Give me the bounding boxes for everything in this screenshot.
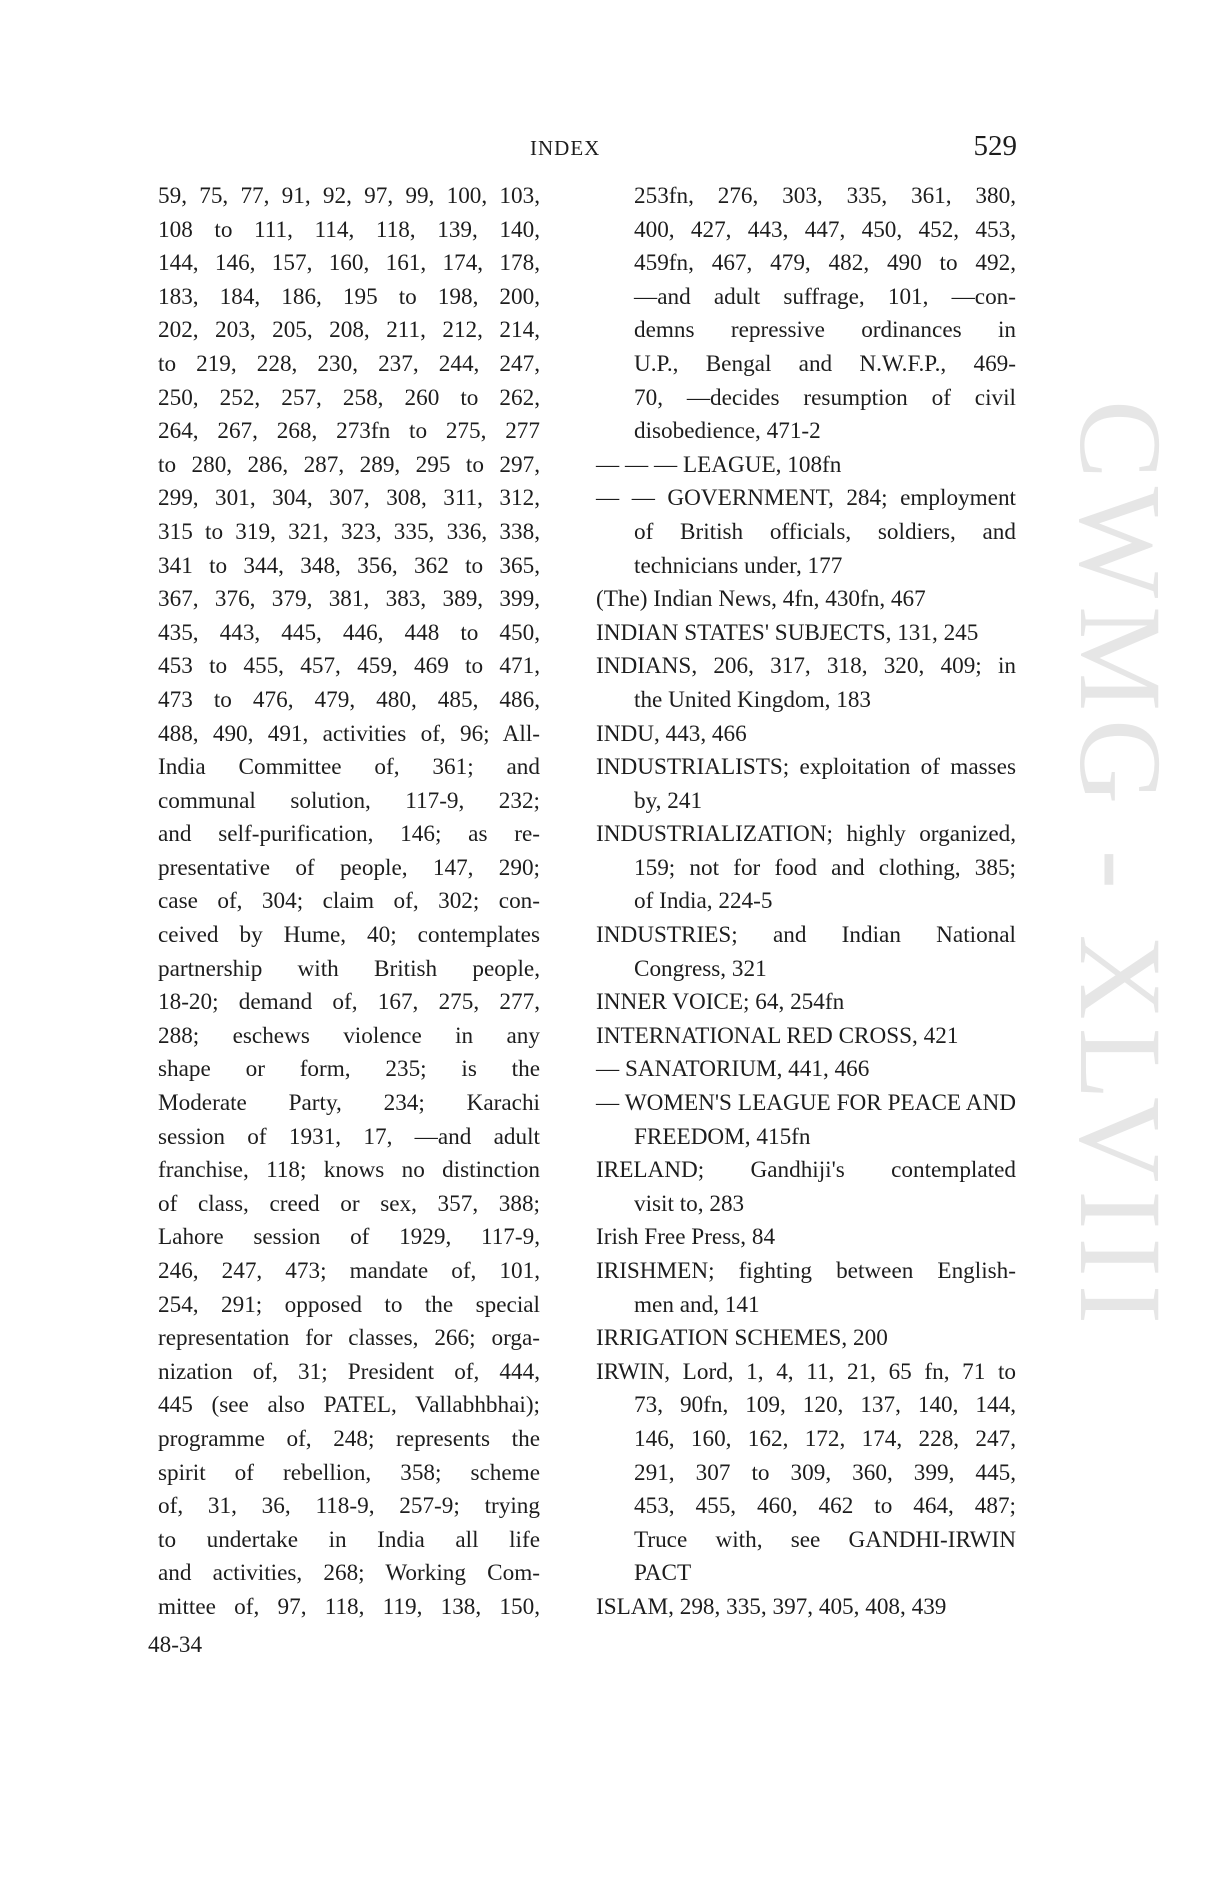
index-line: 264, 267, 268, 273fn to 275, 277 xyxy=(158,418,540,445)
index-entry-heading: IRRIGATION SCHEMES, 200 xyxy=(596,1325,888,1352)
index-line: ceived by Hume, 40; contemplates xyxy=(158,922,540,949)
watermark: CWMG - XLVIII xyxy=(1055,400,1186,1333)
index-line: Truce with, see GANDHI-IRWIN xyxy=(634,1526,1016,1553)
index-line: nization of, 31; President of, 444, xyxy=(158,1358,540,1385)
index-entry-heading: INDUSTRIALIZATION; highly organized, xyxy=(596,821,1016,848)
index-line: 253fn, 276, 303, 335, 361, 380, xyxy=(634,183,1016,209)
index-line: representation for classes, 266; orga- xyxy=(158,1325,540,1352)
index-line: session of 1931, 17, —and adult xyxy=(158,1123,540,1150)
index-entry-heading: INDIAN STATES' SUBJECTS, 131, 245 xyxy=(596,619,979,646)
index-line: 183, 184, 186, 195 to 198, 200, xyxy=(158,283,540,310)
index-line: India Committee of, 361; and xyxy=(158,754,540,781)
index-line: partnership with British people, xyxy=(158,955,540,982)
index-line: visit to, 283 xyxy=(634,1190,745,1217)
index-line: 246, 247, 473; mandate of, 101, xyxy=(158,1258,540,1284)
index-line: to 280, 286, 287, 289, 295 to 297, xyxy=(158,451,540,478)
index-line: 400, 427, 443, 447, 450, 452, 453, xyxy=(634,216,1016,243)
index-line: FREEDOM, 415fn xyxy=(634,1123,811,1150)
index-entry-heading: INTERNATIONAL RED CROSS, 421 xyxy=(596,1022,959,1049)
index-line: 299, 301, 304, 307, 308, 311, 312, xyxy=(158,485,540,512)
index-line: 146, 160, 162, 172, 174, 228, 247, xyxy=(634,1425,1016,1452)
index-line: Moderate Party, 234; Karachi xyxy=(158,1090,540,1117)
index-line: 254, 291; opposed to the special xyxy=(158,1291,540,1318)
index-line: case of, 304; claim of, 302; con- xyxy=(158,888,540,915)
index-line: 367, 376, 379, 381, 383, 389, 399, xyxy=(158,586,540,613)
index-line: of, 31, 36, 118-9, 257-9; trying xyxy=(158,1493,540,1520)
index-entry-heading: — SANATORIUM, 441, 466 xyxy=(596,1056,870,1083)
index-line: 73, 90fn, 109, 120, 137, 140, 144, xyxy=(634,1392,1016,1419)
index-entry-heading: INDIANS, 206, 317, 318, 320, 409; in xyxy=(596,653,1016,680)
index-line: demns repressive ordinances in xyxy=(634,317,1016,344)
right-index-column xyxy=(596,180,1016,1625)
index-line: U.P., Bengal and N.W.F.P., 469- xyxy=(634,350,1016,377)
index-line: of British officials, soldiers, and xyxy=(634,518,1016,545)
index-line: 144, 146, 157, 160, 161, 174, 178, xyxy=(158,250,540,277)
index-line: by, 241 xyxy=(634,787,703,814)
index-line: shape or form, 235; is the xyxy=(158,1056,540,1083)
index-line: 288; eschews violence in any xyxy=(158,1022,540,1049)
index-line: 488, 490, 491, activities of, 96; All- xyxy=(158,720,540,747)
index-entry-heading: ISLAM, 298, 335, 397, 405, 408, 439 xyxy=(596,1593,947,1620)
index-line: spirit of rebellion, 358; scheme xyxy=(158,1459,540,1486)
index-line: and self-purification, 146; as re- xyxy=(158,821,540,848)
index-line: Lahore session of 1929, 117-9, xyxy=(158,1224,540,1251)
index-line: 473 to 476, 479, 480, 485, 486, xyxy=(158,686,540,713)
index-entry-heading: INDU, 443, 466 xyxy=(596,720,747,747)
index-entry-heading: IRISHMEN; fighting between English- xyxy=(596,1258,1016,1284)
index-line: 435, 443, 445, 446, 448 to 450, xyxy=(158,619,540,646)
index-line: 453, 455, 460, 462 to 464, 487; xyxy=(634,1493,1016,1520)
index-line: 108 to 111, 114, 118, 139, 140, xyxy=(158,216,540,243)
index-line: 18-20; demand of, 167, 275, 277, xyxy=(158,989,540,1016)
index-line: programme of, 248; represents the xyxy=(158,1425,540,1452)
index-line: men and, 141 xyxy=(634,1291,760,1318)
index-line: 459fn, 467, 479, 482, 490 to 492, xyxy=(634,250,1016,277)
index-line: disobedience, 471-2 xyxy=(634,418,821,445)
index-line: 250, 252, 257, 258, 260 to 262, xyxy=(158,384,540,411)
index-line: PACT xyxy=(634,1560,692,1587)
index-line: 70, —decides resumption of civil xyxy=(634,384,1016,411)
index-line: 291, 307 to 309, 360, 399, 445, xyxy=(634,1459,1016,1486)
left-index-column xyxy=(158,180,540,1625)
index-line: 445 (see also PATEL, Vallabhbhai); xyxy=(158,1392,540,1419)
index-entry-heading: Irish Free Press, 84 xyxy=(596,1224,776,1251)
index-line: 59, 75, 77, 91, 92, 97, 99, 100, 103, xyxy=(158,183,540,209)
index-line: of India, 224-5 xyxy=(634,888,773,915)
signature-mark: 48-34 xyxy=(148,1632,203,1658)
index-entry-heading: IRWIN, Lord, 1, 4, 11, 21, 65 fn, 71 to xyxy=(596,1358,1016,1385)
running-head: INDEX xyxy=(530,136,601,160)
index-line: mittee of, 97, 118, 119, 138, 150, xyxy=(158,1593,540,1620)
index-entry-heading: (The) Indian News, 4fn, 430fn, 467 xyxy=(596,586,926,613)
index-line: and activities, 268; Working Com- xyxy=(158,1560,540,1587)
index-line: 341 to 344, 348, 356, 362 to 365, xyxy=(158,552,540,579)
index-line: the United Kingdom, 183 xyxy=(634,686,872,713)
index-line: Congress, 321 xyxy=(634,955,767,982)
index-line: presentative of people, 147, 290; xyxy=(158,854,540,881)
index-entry-heading: INDUSTRIES; and Indian National xyxy=(596,922,1016,949)
index-line: 202, 203, 205, 208, 211, 212, 214, xyxy=(158,317,540,344)
index-entry-heading: INNER VOICE; 64, 254fn xyxy=(596,989,845,1016)
index-line: technicians under, 177 xyxy=(634,552,843,579)
index-line: 159; not for food and clothing, 385; xyxy=(634,854,1016,881)
index-line: of class, creed or sex, 357, 388; xyxy=(158,1190,540,1217)
index-entry-heading: — — GOVERNMENT, 284; employment xyxy=(596,485,1016,512)
index-entry-heading: — WOMEN'S LEAGUE FOR PEACE AND xyxy=(596,1090,1016,1117)
index-line: to undertake in India all life xyxy=(158,1526,540,1553)
index-entry-heading: INDUSTRIALISTS; exploitation of masses xyxy=(596,754,1016,781)
index-line: franchise, 118; knows no distinction xyxy=(158,1157,540,1184)
page-number: 529 xyxy=(973,130,1017,162)
index-line: 453 to 455, 457, 459, 469 to 471, xyxy=(158,653,540,680)
index-line: to 219, 228, 230, 237, 244, 247, xyxy=(158,350,540,377)
index-line: —and adult suffrage, 101, —con- xyxy=(634,283,1016,310)
index-entry-heading: — — — LEAGUE, 108fn xyxy=(596,451,842,478)
index-line: 315 to 319, 321, 323, 335, 336, 338, xyxy=(158,518,540,545)
index-entry-heading: IRELAND; Gandhiji's contemplated xyxy=(596,1157,1016,1184)
index-line: communal solution, 117-9, 232; xyxy=(158,787,540,814)
